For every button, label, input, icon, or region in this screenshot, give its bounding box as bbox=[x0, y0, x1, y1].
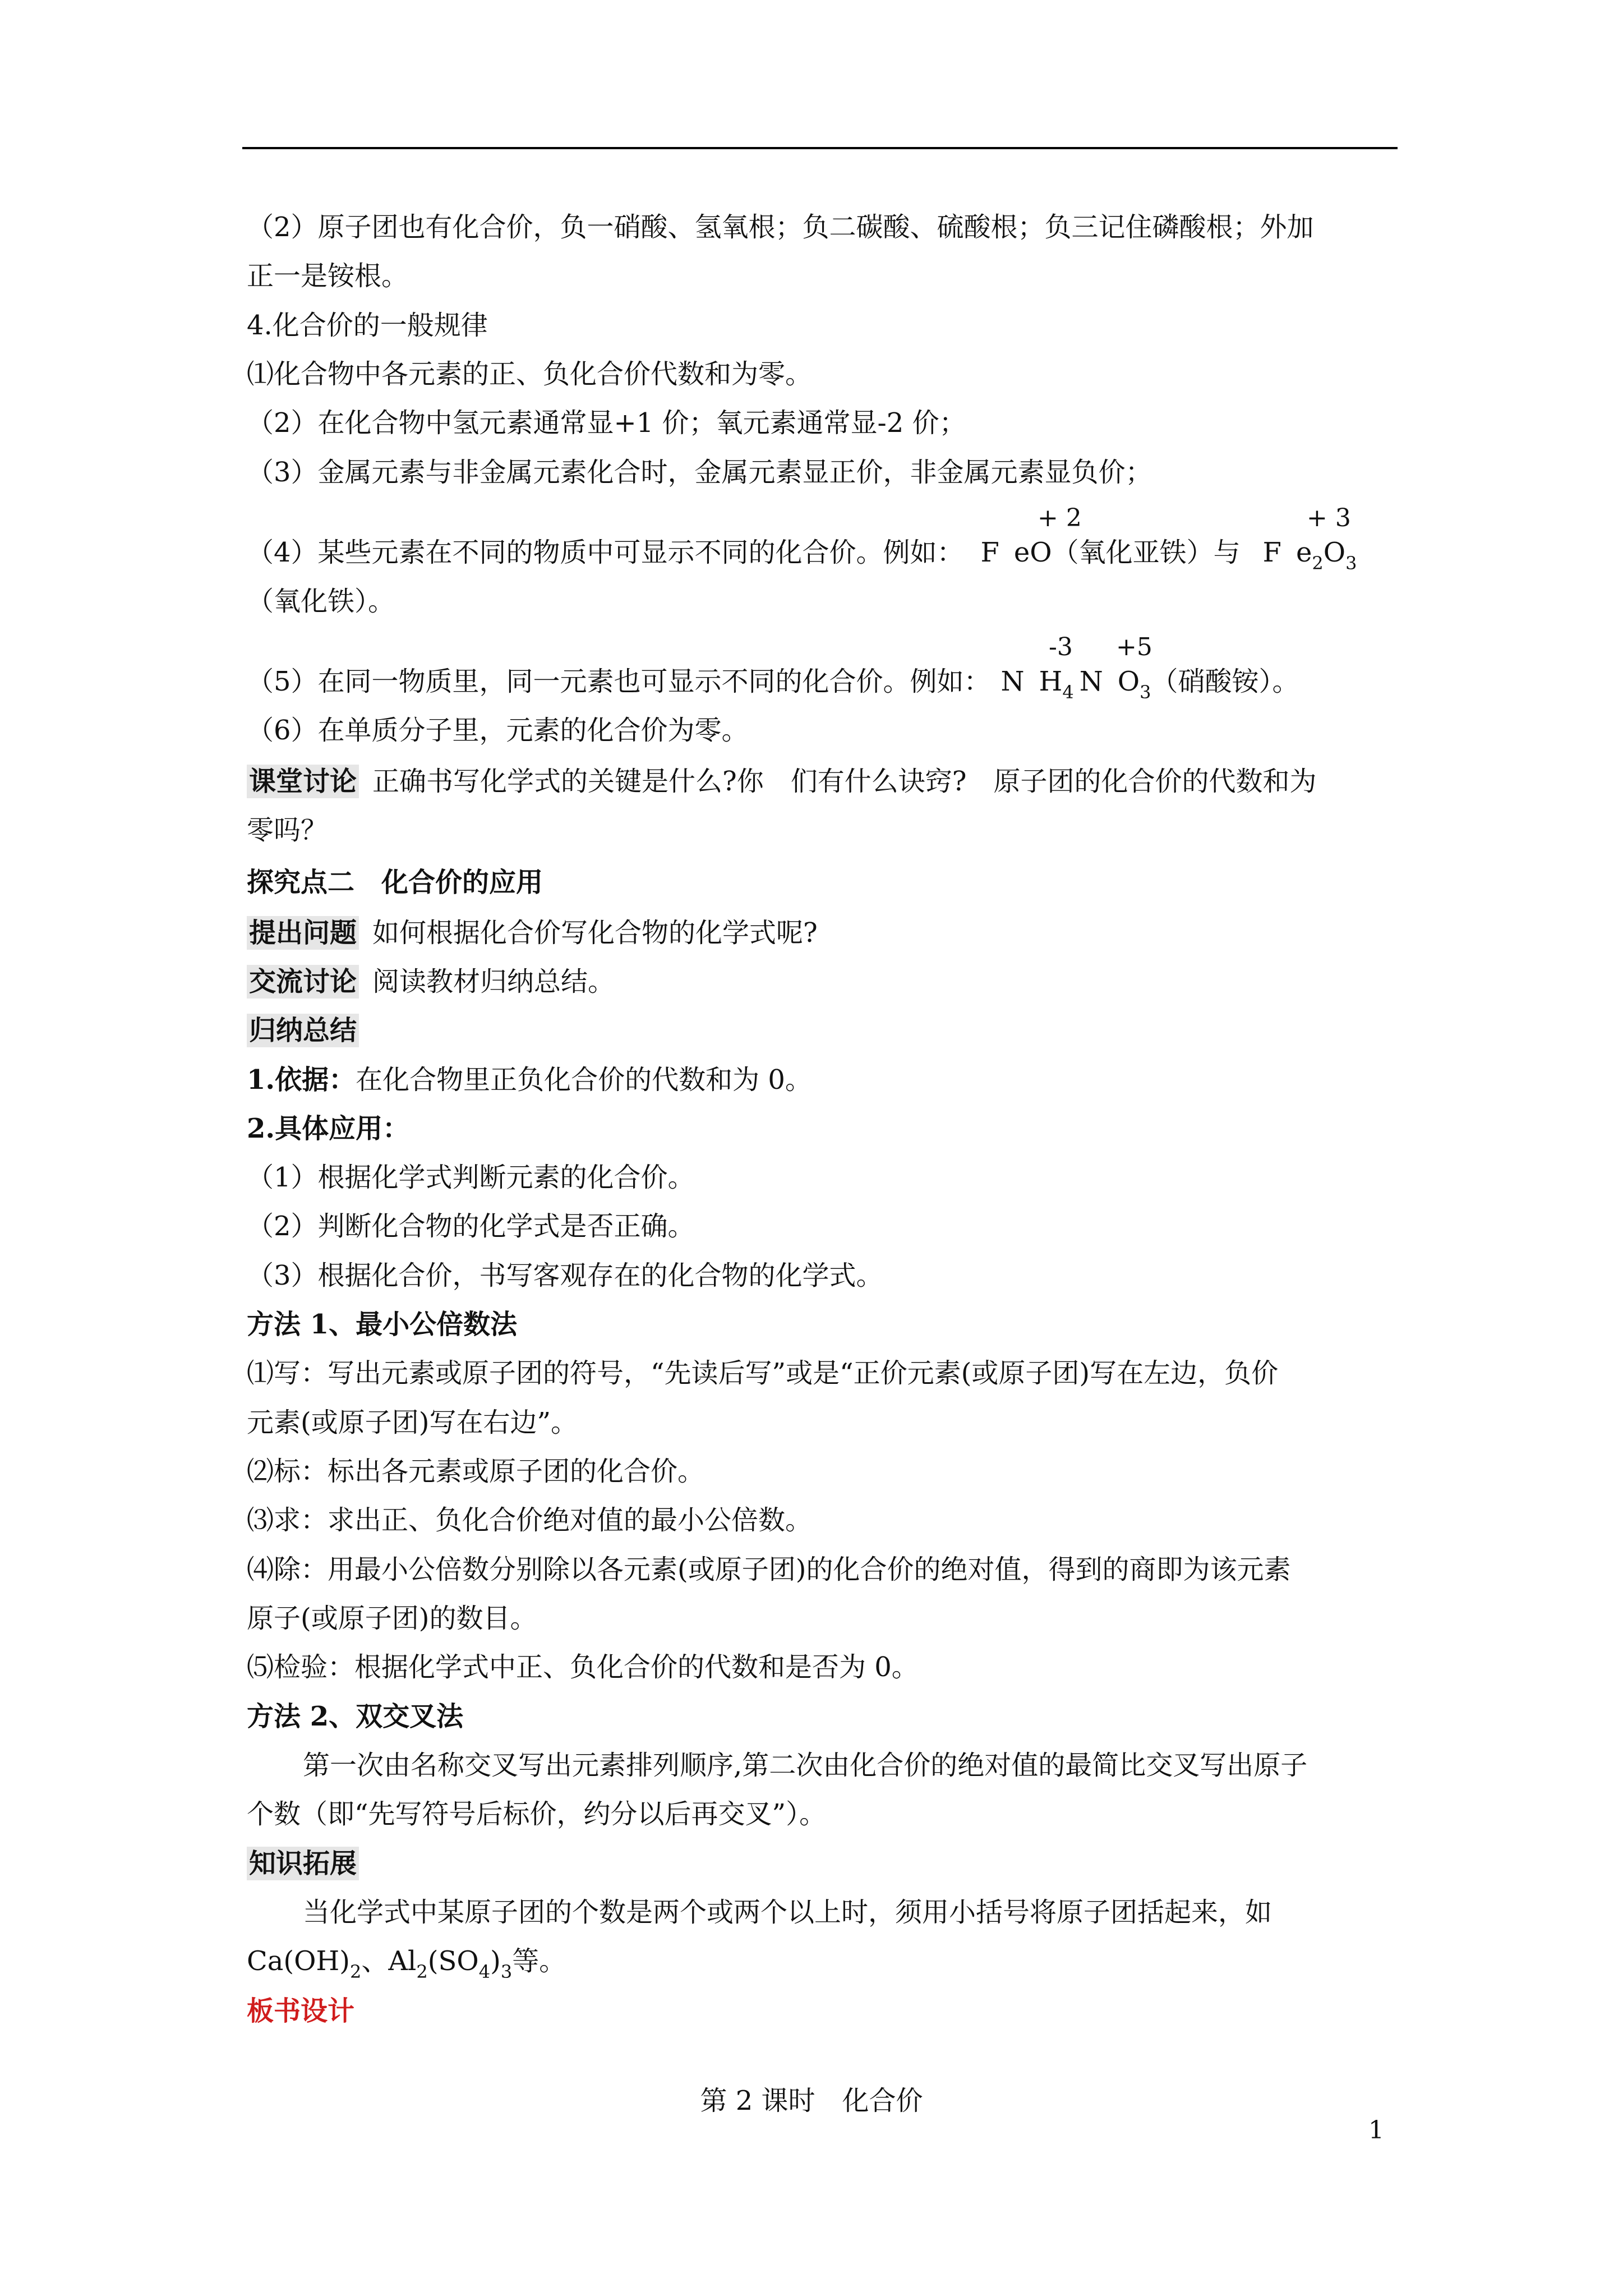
section-label: 课堂讨论 bbox=[247, 765, 359, 798]
text-line: 第一次由名称交叉写出元素排列顺序,第二次由化合价的绝对值的最简比交叉写出原子 bbox=[303, 1750, 1308, 1781]
text-line: （2）原子团也有化合价，负一硝酸、氢氧根；负二碳酸、硫酸根；负三记住磷酸根；外加 bbox=[247, 211, 1314, 243]
page-title: 第 2 课时 化合价 bbox=[700, 2085, 923, 2116]
text-span: eO（氧化亚铁）与 bbox=[1013, 537, 1241, 568]
text-line: ⑴化合物中各元素的正、负化合价代数和为零。 bbox=[247, 358, 813, 390]
text-span: 如何根据化合价写化合物的化学式呢? bbox=[372, 917, 818, 949]
text-line bbox=[247, 1847, 372, 1880]
text-span: （硝酸铵）。 bbox=[1151, 666, 1299, 697]
section-heading: 4.化合价的一般规律 bbox=[247, 310, 488, 341]
text-line bbox=[247, 965, 615, 999]
text-line: ⑴写：写出元素或原子团的符号，“先读后写”或是“正价元素(或原子团)写在左边，负价 bbox=[247, 1358, 1279, 1389]
text-span: 在化合物里正负化合价的代数和为 0。 bbox=[356, 1064, 812, 1096]
text-line: （2）判断化合物的化学式是否正确。 bbox=[247, 1211, 695, 1242]
section-heading: 方法 2、双交叉法 bbox=[247, 1701, 464, 1732]
formula-subscript: 3 bbox=[500, 1961, 513, 1982]
text-line: 零吗？ bbox=[247, 815, 328, 846]
section-label: 知识拓展 bbox=[247, 1847, 359, 1880]
text-line bbox=[247, 665, 1299, 701]
text-span: （4）某些元素在不同的物质中可显示不同的化合价。例如： bbox=[247, 537, 964, 568]
text-span: 正确书写化学式的关键是什么?你 们有什么诀窍? 原子团的化合价的代数和为 bbox=[372, 766, 1317, 797]
section-label: 交流讨论 bbox=[247, 965, 359, 999]
text-line bbox=[247, 1063, 812, 1097]
text-line: ⑶求：求出正、负化合价绝对值的最小公倍数。 bbox=[247, 1504, 813, 1536]
formula-element: H bbox=[1039, 666, 1063, 697]
section-label: 提出问题 bbox=[247, 916, 359, 950]
formula-element: F bbox=[980, 537, 999, 568]
valence-mark: + 2 bbox=[1038, 504, 1082, 532]
valence-mark: +5 bbox=[1116, 633, 1152, 661]
text-span: （5）在同一物质里，同一元素也可显示不同的化合价。例如： bbox=[247, 666, 991, 697]
formula-subscript: 3 bbox=[1345, 553, 1357, 574]
text-line bbox=[247, 1014, 372, 1047]
formula-element: (SO bbox=[427, 1945, 479, 1977]
formula-subscript: 3 bbox=[1140, 682, 1151, 703]
formula-element: N bbox=[1079, 666, 1103, 697]
text-line bbox=[247, 1944, 566, 1981]
header-rule bbox=[242, 147, 1398, 149]
page-number: 1 bbox=[1368, 2116, 1384, 2145]
formula-element: O bbox=[1117, 666, 1140, 697]
formula-element: N bbox=[1000, 666, 1025, 697]
formula-element: Ca(OH) bbox=[247, 1945, 351, 1977]
text-span: 等。 bbox=[512, 1945, 566, 1977]
section-heading: 探究点二 化合价的应用 bbox=[247, 867, 543, 898]
text-line: （3）金属元素与非金属元素化合时，金属元素显正价，非金属元素显负价； bbox=[247, 457, 1152, 488]
text-span: 1.依据： bbox=[247, 1064, 356, 1096]
formula-element: e bbox=[1295, 537, 1312, 568]
text-line: 原子(或原子团)的数目。 bbox=[247, 1603, 537, 1634]
formula-subscript: 4 bbox=[1062, 682, 1074, 703]
section-heading: 板书设计 bbox=[247, 1995, 355, 2027]
formula-subscript: 2 bbox=[350, 1961, 362, 1982]
formula-element: F bbox=[1262, 537, 1281, 568]
valence-mark: -3 bbox=[1049, 633, 1073, 661]
formula-subscript: 2 bbox=[1312, 553, 1324, 574]
valence-mark: + 3 bbox=[1307, 504, 1351, 532]
text-line: （2）在化合物中氢元素通常显+1 价；氧元素通常显-2 价； bbox=[247, 407, 966, 439]
text-line: 当化学式中某原子团的个数是两个或两个以上时，须用小括号将原子团括起来，如 bbox=[303, 1897, 1272, 1928]
text-line: ⑸检验：根据化学式中正、负化合价的代数和是否为 0。 bbox=[247, 1651, 919, 1683]
text-span: 阅读教材归纳总结。 bbox=[372, 966, 615, 997]
formula-element: O bbox=[1323, 537, 1346, 568]
section-label: 归纳总结 bbox=[247, 1014, 359, 1047]
text-line: ⑵标：标出各元素或原子团的化合价。 bbox=[247, 1456, 705, 1487]
text-line: （氧化铁）。 bbox=[247, 586, 395, 617]
text-line: （1）根据化学式判断元素的化合价。 bbox=[247, 1162, 695, 1193]
text-line bbox=[247, 916, 818, 950]
formula-element: 、Al bbox=[361, 1945, 417, 1977]
formula-subscript: 2 bbox=[416, 1961, 428, 1982]
formula-subscript: 4 bbox=[478, 1961, 491, 1982]
text-line: ⑷除：用最小公倍数分别除以各元素(或原子团)的化合价的绝对值，得到的商即为该元素 bbox=[247, 1554, 1291, 1585]
text-line: 正一是铵根。 bbox=[247, 260, 409, 292]
text-line bbox=[247, 536, 1357, 572]
section-heading: 2.具体应用： bbox=[247, 1113, 410, 1144]
text-line bbox=[247, 765, 1317, 798]
text-line: （3）根据化合价，书写客观存在的化合物的化学式。 bbox=[247, 1260, 883, 1291]
text-line: 元素(或原子团)写在右边”。 bbox=[247, 1407, 578, 1438]
text-line: 个数（即“先写符号后标价，约分以后再交叉”）。 bbox=[247, 1798, 827, 1830]
text-line: （6）在单质分子里，元素的化合价为零。 bbox=[247, 715, 749, 746]
formula-element: ) bbox=[490, 1945, 501, 1977]
section-heading: 方法 1、最小公倍数法 bbox=[247, 1309, 518, 1340]
